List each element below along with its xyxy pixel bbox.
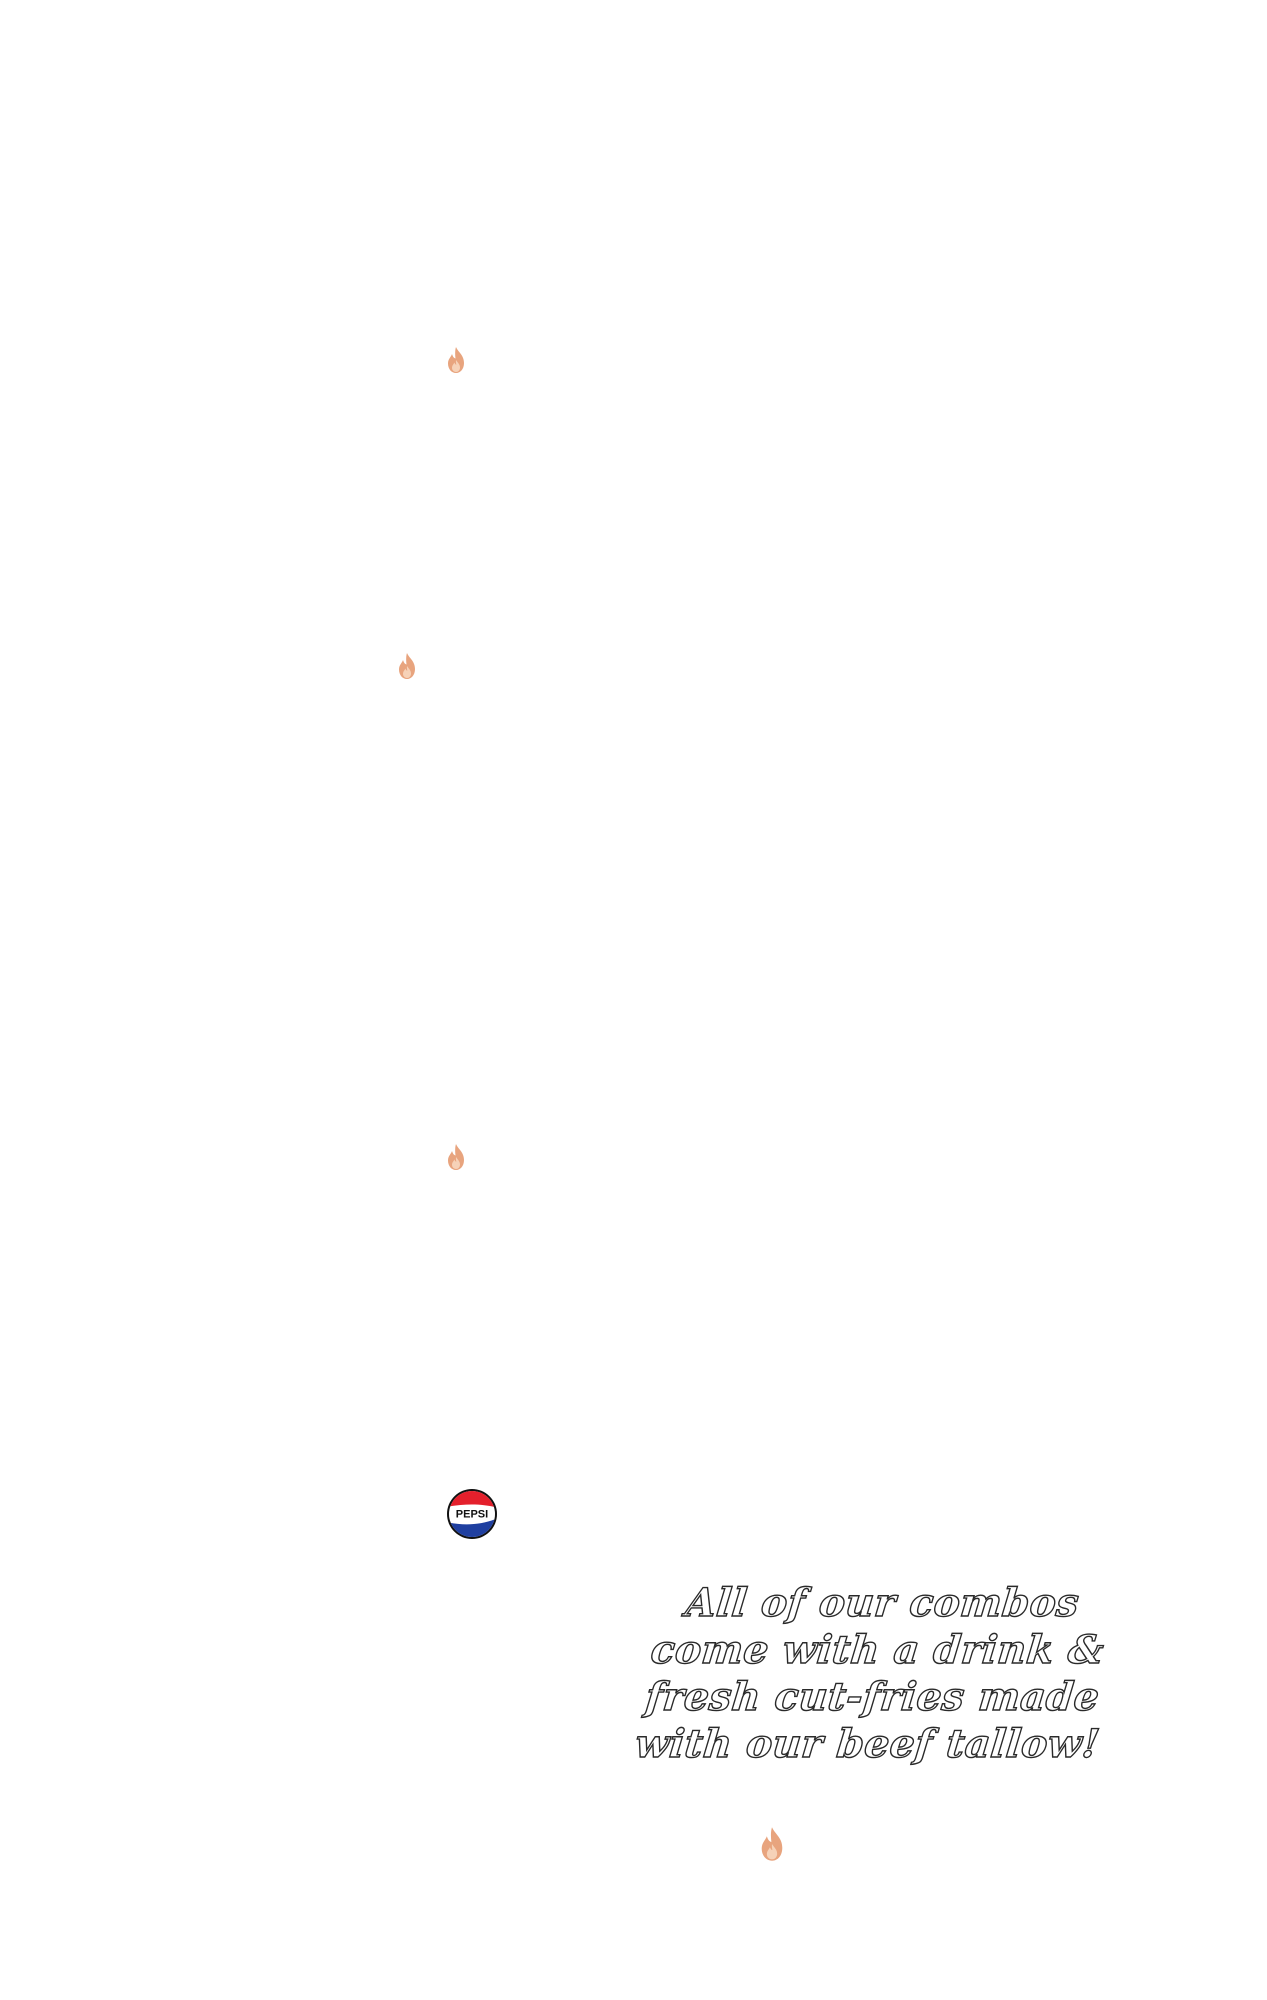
- flame-icon: [757, 1826, 787, 1862]
- combo-note-line: All of our combos: [683, 1580, 1082, 1626]
- flame-icon: [445, 346, 467, 374]
- flame-icon-graphic: [445, 346, 467, 374]
- flame-icon-graphic: [757, 1826, 787, 1862]
- flame-icon-graphic: [445, 1143, 467, 1171]
- flame-icon: [396, 652, 418, 680]
- flame-icon-graphic: [396, 652, 418, 680]
- pepsi-logo: [446, 1488, 498, 1540]
- flame-icon: [445, 1143, 467, 1171]
- pepsi-logo-text: PEPSI: [455, 1508, 489, 1521]
- pepsi-logo-graphic: [446, 1488, 498, 1540]
- combo-note: [630, 1580, 1120, 1768]
- combo-note-line: come with a drink &: [648, 1627, 1107, 1673]
- combo-note-line: fresh cut-fries made: [643, 1674, 1102, 1720]
- combo-note-line: with our beef tallow!: [633, 1721, 1103, 1767]
